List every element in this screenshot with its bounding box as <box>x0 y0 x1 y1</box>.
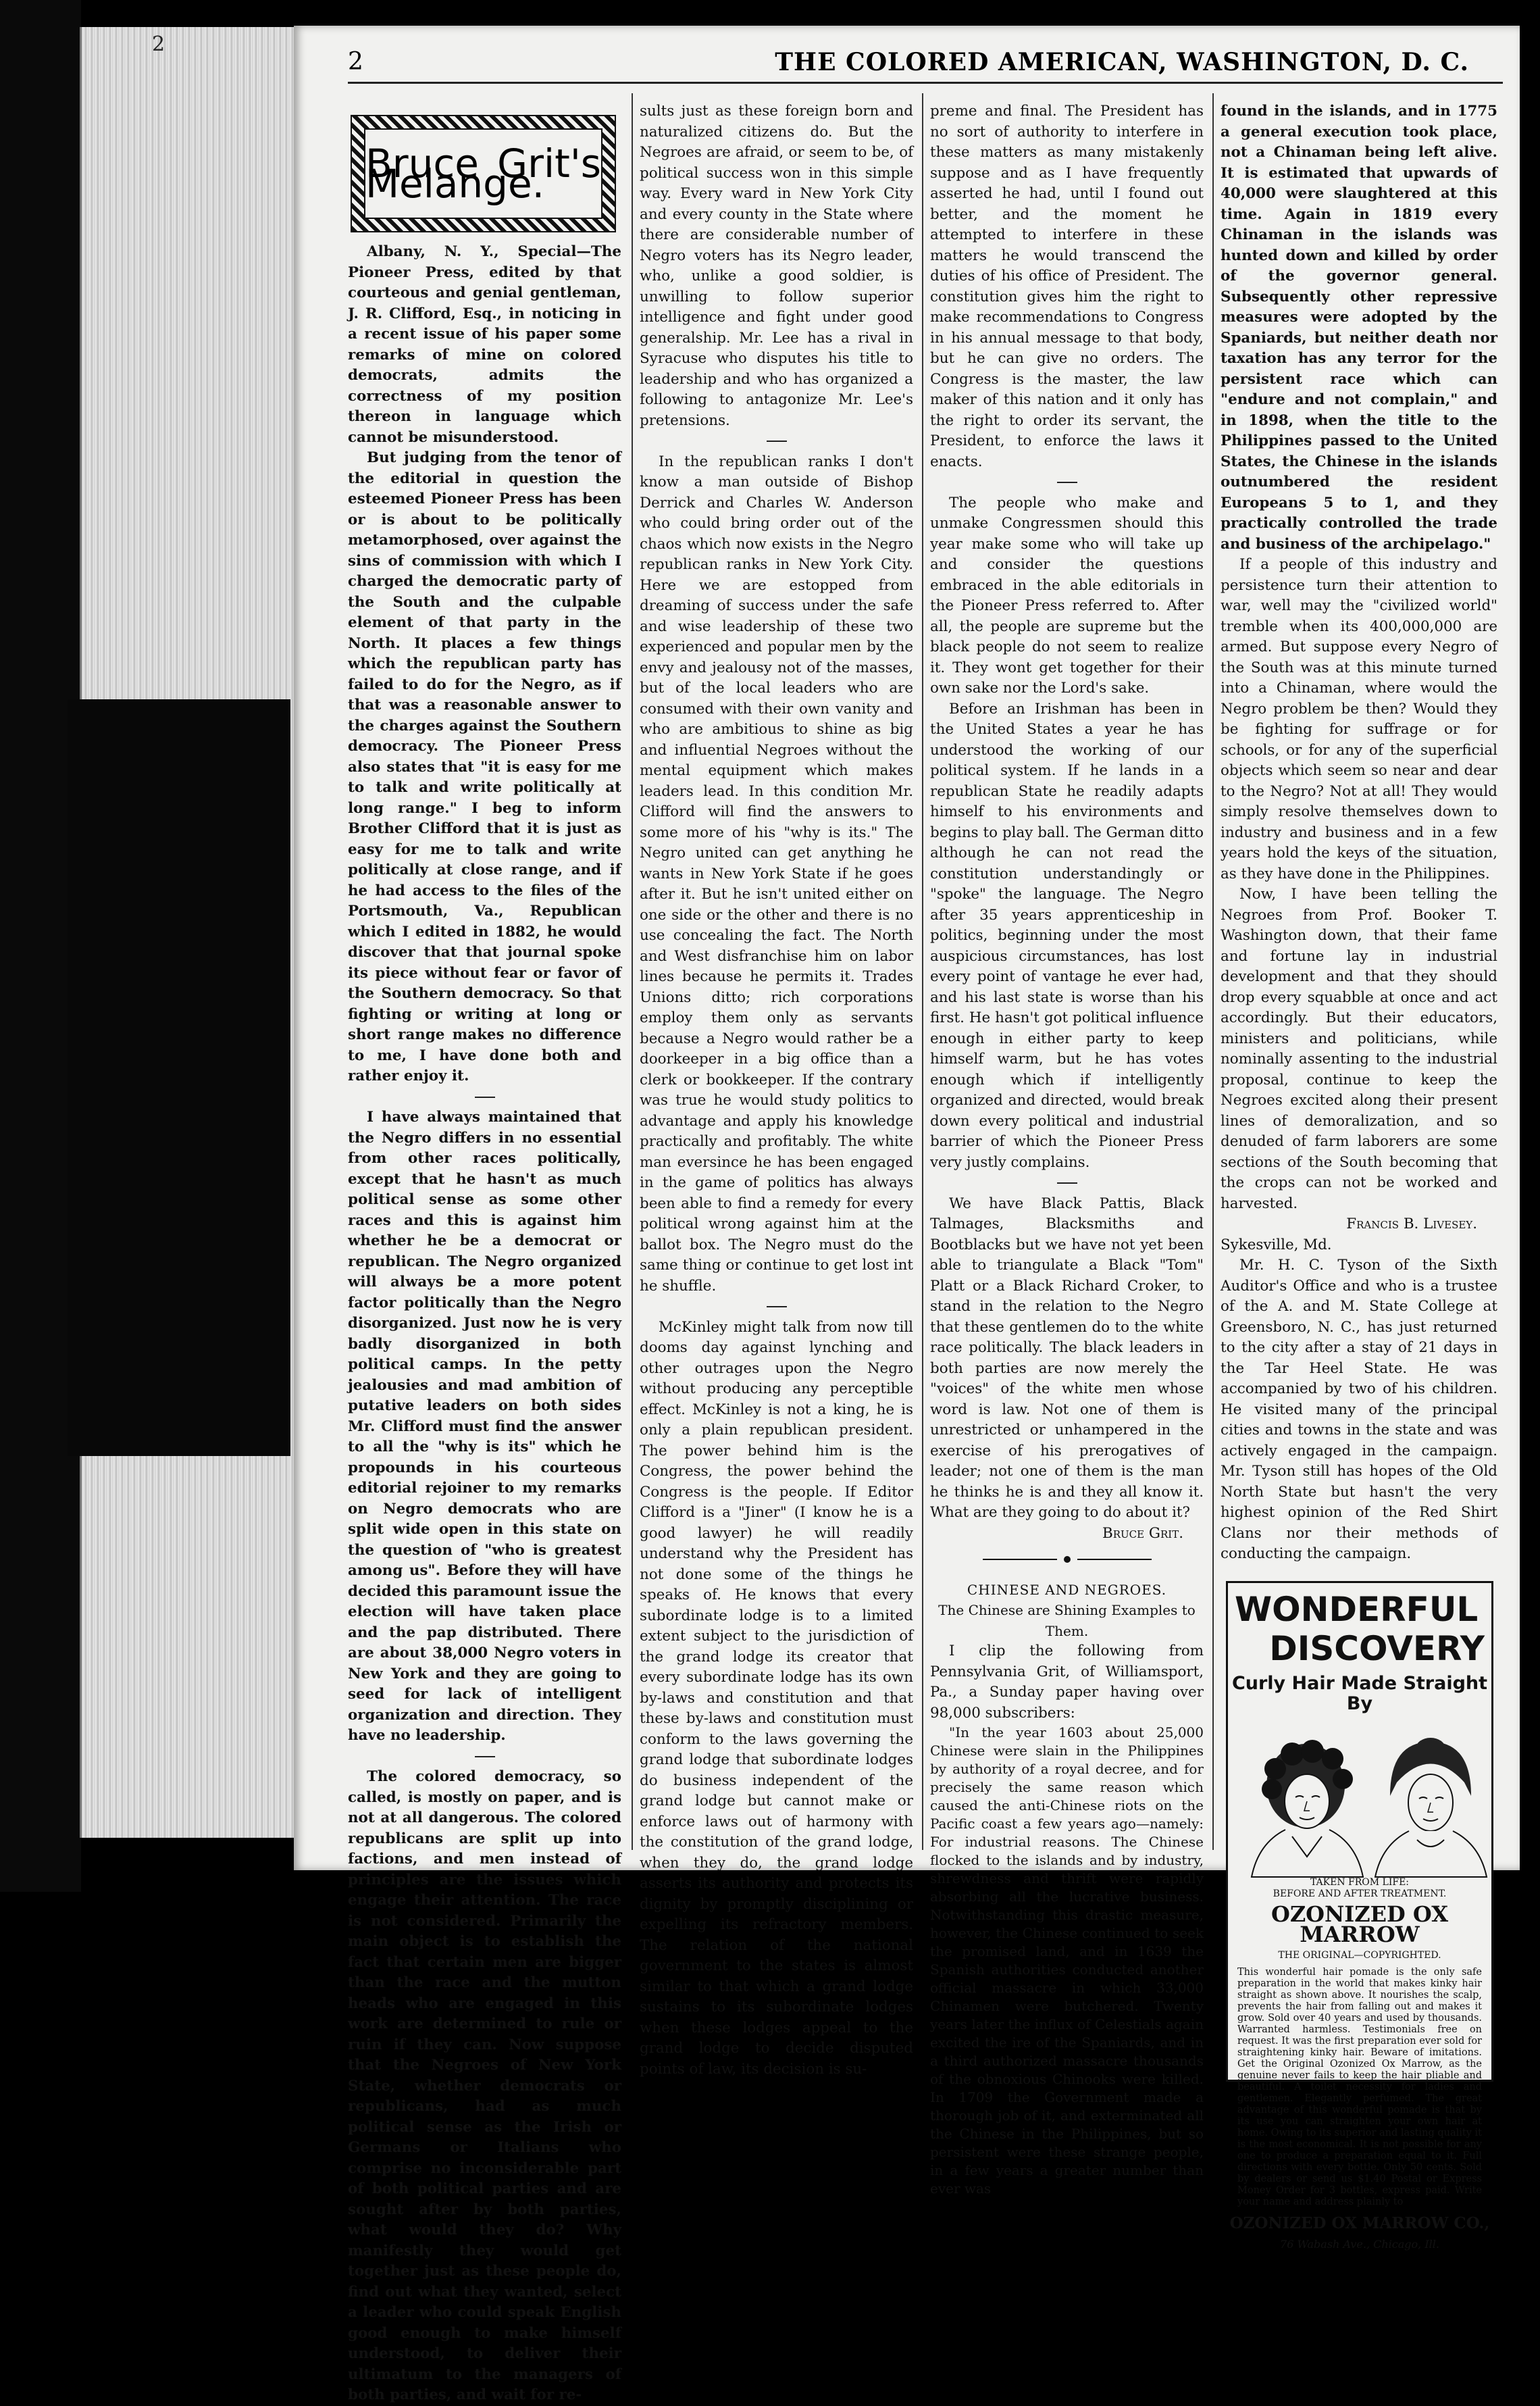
stack-page-number: 2 <box>152 32 165 56</box>
paragraph: I have always maintained that the Negro differs in no essential from other races politically, except that he hasn't as much political sense as some other races and this is against him whether he be a democrat or republican. The Negro organized will always be a more potent factor politically than the Negro disorganized. Just now he is very badly disorganized in both political camps. In the petty jealousies and mad ambition of putative leaders on both sides Mr. Clifford must find the answer to all the "why is its" which he propounds in his courteous editorial rejoiner to my remarks on Negro democrats who are split wide open in this state on the question of "who is greatest among us". Before they will have decided this paramount issue the election will have taken place and the pap distributed. There are about 38,000 Negro voters in New York and they are going to seed for lack of intelligent organization and direction. They have no leadership. <box>348 1109 621 1744</box>
paragraph: In the republican ranks I don't know a man outside of Bishop Derrick and Charles W. Anderson who could bring order out of the chaos which now exists in the Negro republican ranks in New York City. Here we are estopped from dreaming of success under the safe and wise leadership of these two experienced and popular men by the envy and jealousy not of the masses, but of the local leaders who are consumed with their own vanity and who are ambitious to shine as big and influential Negroes without the mental equipment which makes leaders lead. In this condition Mr. Clifford will find the answers to some more of his "why is its." The Negro united can get anything he wants in New York State if he goes after it. But he isn't united either on one side or the other and there is no use concealing the fact. The North and West disfranchise him on labor lines because he permits it. Trades Unions ditto; rich corporations employ them only as servants because a Negro would rather be a doorkeeper in a big office than a clerk or bookkeeper. If the contrary was true he would study politics to advantage and apply his knowledge practically and profitably. The white man eversince he has been engaged in the game of politics has always been able to find a remedy for every political wrong against him at the ballot box. The Negro must do the same thing or continue to get lost int he shuffle. <box>640 453 913 1295</box>
paragraph: preme and final. The President has no sort of authority to interfere in these matters as many mistakenly suppose and as I have frequently asserted he had, until I found out better, and the moment he attempted to interfere in these matters he would transcend the duties of his office of President. The constitution gives him the right to make recommendations to Congress in his annual message to that body, but he can give no orders. The Congress is the master, the law maker of this nation and it only has the right to order its servant, the President, to enforce the laws it enacts. <box>930 103 1204 470</box>
paragraph: Now, I have been telling the Negroes from Prof. Booker T. Washington down, that their fame and fortune lay in industrial development and that they should drop every squabble at once and act accordingly. But their educators, ministers and politicians, while nominally assenting to the industrial proposal, continue to keep the Negroes excited along their present lines of demoralization, and so denuded of farm laborers are some sections of the South becoming that the crops can not be worked and harvested. <box>1221 886 1497 1212</box>
paragraph: We have Black Pattis, Black Talmages, Blacksmiths and Bootblacks but we have not yet been able to triangulate a Black "Tom" Platt or a Black Richard Croker, to stand in the relation to the Negro that these gentlemen do to the white race politically. The black leaders in both parties are now merely the "voices" of the white men whose word is law. Not one of them is unrestricted or unhampered in the exercise of his prerogatives of leader; not one of them is the man he thinks he is and they all know it. What are they going to do about it? <box>930 1195 1204 1521</box>
paragraph: sults just as these foreign born and naturalized citizens do. But the Negroes are afraid, or seem to be, of political success won in this simple way. Every ward in New York City and every county in the State where there are considerable number of Negro voters has its Negro leader, who, unlike a good soldier, is unwilling to follow superior intelligence and fight under good generalship. Mr. Lee has a rival in Syracuse who disputes his title to leadership and who has organized a following to antagonize Mr. Lee's pretensions. <box>640 103 913 429</box>
page-header <box>348 43 1503 84</box>
ad-body-text: This wonderful hair pomade is the only safe preparation in the world that makes kinky hair straight as shown above. It nourishes the scalp, prevents the hair from falling out and makes it grow. Sold over 40 years and used by thousands. Warranted harmless. Testimonials free on request. It was the first preparation ever sold for straightening kinky hair. Beware of imitations. Get the Original Ozonized Ox Marrow, as the genuine never fails to keep the hair pliable and beautiful. A toilet necessity for ladies and gentlemen. Elegantly perfumed. The great advantage of this wonderful pomade is that by its use you can straighten your own hair at home. Owing to its superior and lasting quality it is the most economical. It is not possible for any one to produce a preparation equal to it. Full directions with every bottle. Only 50 cents. Sold by dealers or send us $1.40 Postal or Express Money Order for 3 bottles, express paid. Write your name and address plainly to <box>1237 1967 1482 2207</box>
ad-headline-2: DISCOVERY <box>1269 1628 1485 1668</box>
title-box <box>351 115 616 232</box>
signature: Francis B. Livesey. <box>1346 1215 1477 1232</box>
paragraph: The people who make and unmake Congressmen should this year make some who will take up and consider the questions embraced in the able editorials in the Pioneer Press referred to. After all, the people are supreme but the black people do not seem to realize it. They wont get together for their own sake nor the Lord's sake. <box>930 494 1204 697</box>
column-1 <box>348 101 621 2403</box>
separator <box>348 1087 621 1108</box>
page-stack-shadow <box>68 699 290 1456</box>
paragraph: McKinley might talk from now till dooms day against lynching and other outrages upon the Negro without producing any perceptible effect. McKinley is not a king, he is only a plain republican president. The power behind him is the Congress, the power behind the Congress is the people. If Editor Clifford is a "Jiner" (I know he is a good lawyer) he will readily understand why the President has not done some of the things he speaks of. He knows that every subordinate lodge is to a limited extent subject to the jurisdiction of the grand lodge its creator that every subordinate lodge has its own by-laws and constitution and that these by-laws and constitution must conform to the laws governing the grand lodge that subordinate lodges do business independent of the grand lodge but cannot make or enforce laws out of harmony with the constitution of the grand lodge, when they do, the grand lodge asserts its authority and protects its dignity by promptly disciplining or expelling its refractory members. The relation of the national government to the states is almost similar to that which a grand lodge sustains to its subordinate lodges when these lodges appeal to the grand lodge to decide disputed points of law, its decision is su- <box>640 1318 913 2078</box>
page-number: 2 <box>348 48 363 76</box>
signature: Bruce Grit. <box>1102 1524 1183 1542</box>
after-portrait <box>1375 1738 1487 1877</box>
ad-portraits <box>1228 1722 1491 1877</box>
paragraph: Before an Irishman has been in the United States a year he has understood the working of our political system. If he lands in a republican State he readily adapts himself to his environments and begins to play ball. The German ditto although he can not read the constitution understandingly or "spoke" the language. The Negro after 35 years apprenticeship in politics, beginning under the most auspicious circumstances, has lost every point of vantage he ever had, and his last state is worse than his first. He hasn't got political influence enough in either party to keep himself warm, but he has votes enough which if intelligently organized and directed, would break down every political and industrial barrier of which the Pioneer Press very justly complains. <box>930 700 1204 1171</box>
masthead: THE COLORED AMERICAN, WASHINGTON, D. C. <box>775 48 1469 76</box>
ad-caption-1: TAKEN FROM LIFE: <box>1310 1876 1410 1888</box>
column-rule <box>632 93 633 1850</box>
paragraph: If a people of this industry and persistence turn their attention to war, well may the "civilized world" tremble when its 400,000,000 are armed. But suppose every Negro of the South was at this minute turned into a Chinaman, where would the Negro problem be then? Would they be fighting for suffrage or for schools, or for any of the superficial objects which seem so near and dear to the Negro? Not at all! They would simply resolve themselves down to industry and business and in a few years hold the keys of the situation, as they have done in the Philippines. <box>1221 556 1497 882</box>
column-rule <box>922 93 923 1850</box>
paragraph: But judging from the tenor of the editorial in question the esteemed Pioneer Press has been or is about to be politically metamorphosed, over against the sins of commission with which I charged the democratic party of the South and the culpable element of that party in the North. It places a few things which the republican party has failed to do for the Negro, as if that was a reasonable answer to the charges against the Southern democracy. The Pioneer Press also states that "it is easy for me to talk and write politically at long range." I beg to inform Brother Clifford that it is just as easy for me to talk and write politically at close range, and if he had access to the files of the Portsmouth, Va., Republican which I edited in 1882, he would discover that that journal spoke its piece without fear or favor of the Southern democracy. So that fighting or writing at long or short range makes no difference to me, I have done both and rather enjoy it. <box>348 449 621 1084</box>
paragraph: Mr. H. C. Tyson of the Sixth Auditor's Office and who is a trustee of the A. and M. State College at Greensboro, N. C., has just returned to the city after a stay of 21 days in the Tar Heel State. He was accompanied by two of his children. He visited many of the principal cities and towns in the state and was actively engaged in the campaign. Mr. Tyson still has hopes of the Old North State but hasn't the very highest opinion of the Red Shirt Clans nor their methods of conducting the campaign. <box>1221 1257 1497 1562</box>
ad-headline-3: Curly Hair Made Straight By <box>1231 1672 1488 1714</box>
ad-address: 76 Wabash Ave., Chicago, Ill. <box>1280 2237 1439 2251</box>
ad-caption-2: BEFORE AND AFTER TREATMENT. <box>1273 1888 1447 1899</box>
column-3 <box>930 101 1204 2197</box>
separator <box>640 431 913 452</box>
separator <box>930 472 1204 493</box>
column-4 <box>1221 101 1497 2251</box>
signature-place: Sykesville, Md. <box>1221 1236 1332 1253</box>
separator <box>930 1173 1204 1194</box>
ad-original-note: THE ORIGINAL—COPYRIGHTED. <box>1278 1949 1441 1961</box>
column-2 <box>640 101 913 2078</box>
before-after-portrait-illustration <box>1228 1722 1495 1877</box>
article-title: Bruce Grit's Melange. <box>364 128 602 219</box>
quote-paragraph: "In the year 1603 about 25,000 Chinese were slain in the Philippines by authority of a royal decree, and for precisely the same reason which caused the anti-Chinese riots on the Pacific coast a few years ago—namely: For industrial reasons. The Chinese flocked to the islands and by industry, shrewdness and thrift were rapidly absorbing all the lucrative business. Notwithstanding this drastic measure, however, the Chinese continued to seek the promised land, and in 1639 the Spanish authorities conducted another official massacre in which 33,000 Chinamen were butchered. Twenty years later the influx of Celestials again excited the ire of the Spaniards, and in a third authorized massacre thousands of the obnoxious Chinooks were killed. In 1709 the Government made a thorough job of it, and exterminated all the Chinese in the Philippines, but so persistent were these strange people, in a few years a greater number than ever was <box>930 1724 1204 2197</box>
paragraph: found in the islands, and in 1775 a general execution took place, not a Chinaman being left alive. It is estimated that upwards of 40,000 were slaughtered at this time. Again in 1819 every Chinaman in the islands was hunted down and killed by order of the governor general. Subsequently other repressive measures were adopted by the Spaniards, but neither death nor taxation has any terror for the persistent race which can "endure and not complain," and in 1898, when the title to the Philippines passed to the United States, the Chinese in the islands outnumbered the resident Europeans 5 to 1, and they practically controlled the trade and business of the archipelago." <box>1221 103 1497 553</box>
paragraph: I clip the following from Pennsylvania Grit, of Williamsport, Pa., a Sunday paper having over 98,000 subscribers: <box>930 1643 1204 1722</box>
before-portrait <box>1252 1740 1363 1877</box>
section-heading: CHINESE AND NEGROES. <box>967 1581 1167 1598</box>
separator <box>640 1297 913 1318</box>
section-subheading: The Chinese are Shining Examples to Them. <box>938 1602 1196 1639</box>
column-rule <box>1212 93 1214 1850</box>
ad-product-name: OZONIZED OX MARROW <box>1270 1901 1449 1947</box>
paragraph: Albany, N. Y., Special—The Pioneer Press, edited by that courteous and genial gentleman, J. R. Clifford, Esq., in noticing in a recent issue of his paper some remarks of mine on colored democrats, admits the correctness of my position thereon in language which cannot be misunderstood. <box>348 243 621 446</box>
ad-headline-1: WONDERFUL <box>1235 1589 1479 1629</box>
newspaper-page <box>294 26 1520 2403</box>
paragraph: The colored democracy, so called, is mostly on paper, and is not at all dangerous. The colored republicans are split up into factions, and men instead of principles are the issues which engage their attention. The race is not considered. Primarily the main object is to establish the fact that certain men are bigger than the race and the mutton heads who are engaged in this work are determined to rule or ruin if they can. Now suppose that the Negroes of New York State, whether democrats or republicans, had as much political sense as the Irish or Germans or Italians who comprise no inconsiderable part of both political parties and are sought after by both parties, what would they do? Why manifestly they would get together just as these people do, find out what they wanted, select a leader who could speak English good enough to make himself understood, to deliver their ultimatum to the managers of both parties, and wait for re- <box>348 1768 621 2403</box>
ornament-rule <box>930 1549 1204 1570</box>
separator <box>348 1747 621 1768</box>
ad-company: OZONIZED OX MARROW CO., <box>1229 2214 1490 2232</box>
advertisement <box>1226 1581 1493 2251</box>
